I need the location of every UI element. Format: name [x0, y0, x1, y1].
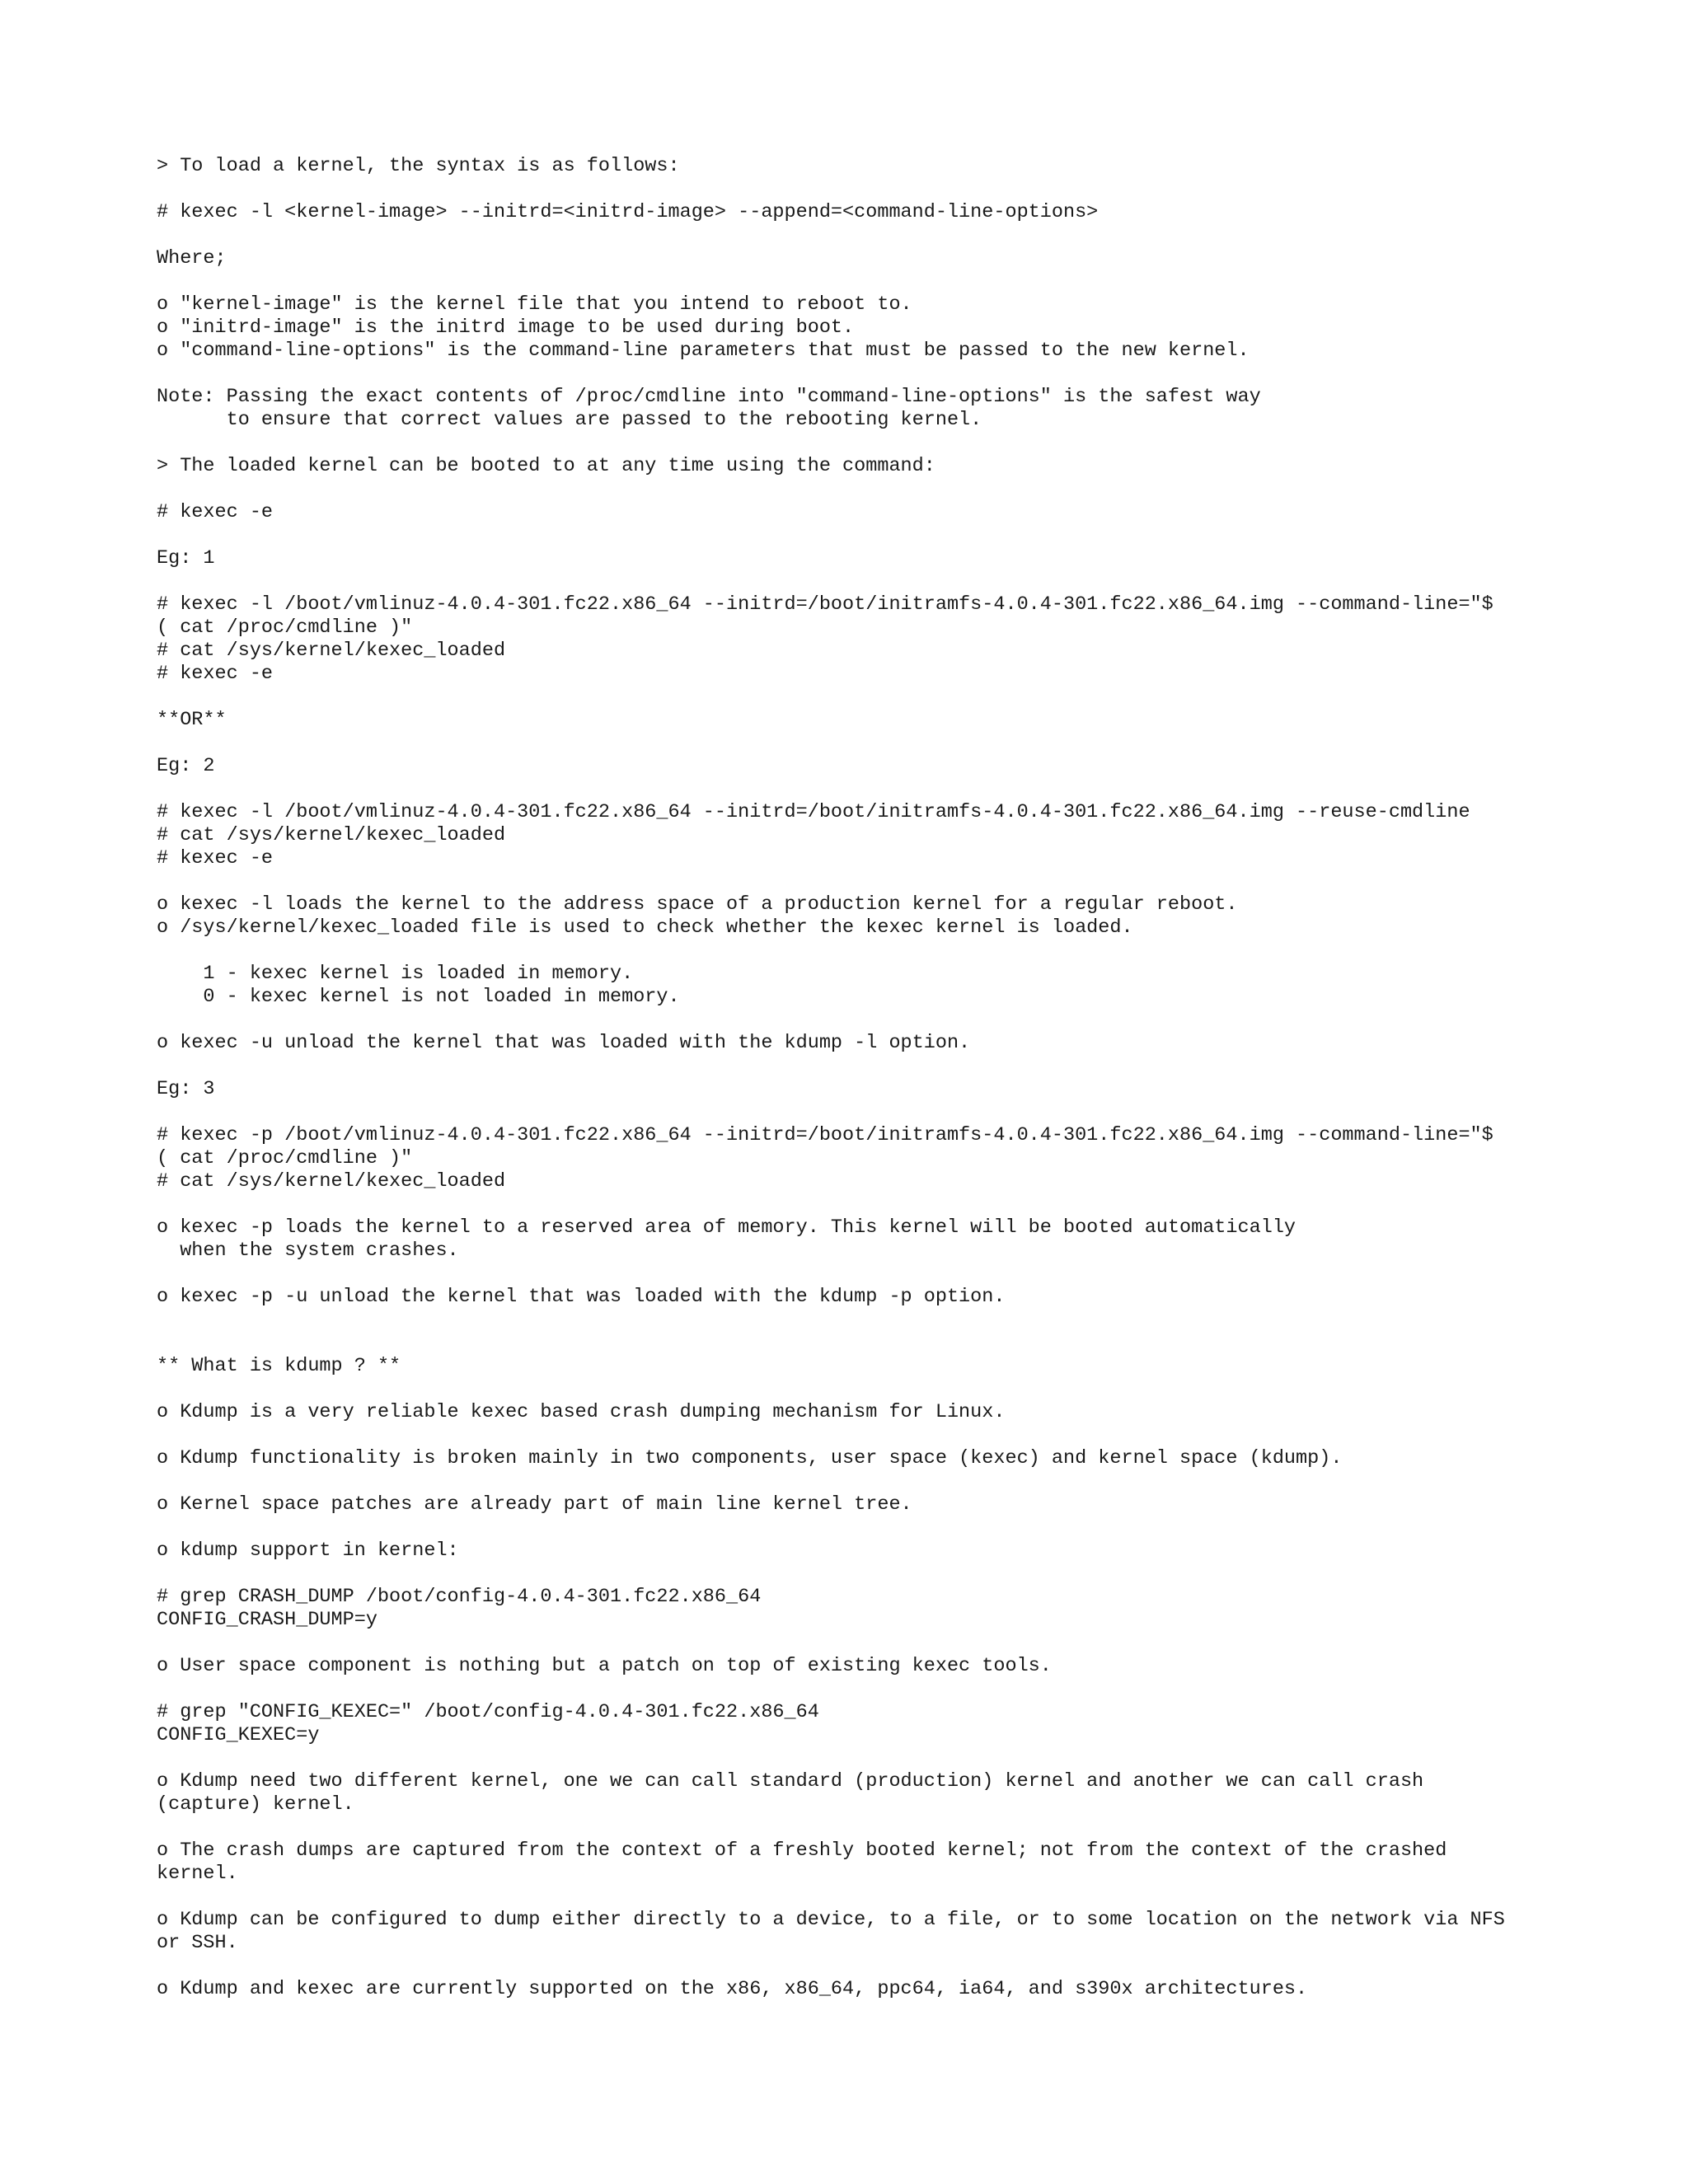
text-line — [157, 1332, 1673, 1355]
text-line: # kexec -l /boot/vmlinuz-4.0.4-301.fc22.x86_64 --initrd=/boot/initramfs-4.0.4-301.fc22.x86_64.img --command-line="$ — [157, 593, 1493, 616]
text-line: # kexec -e — [157, 663, 274, 685]
text-line — [157, 1378, 1673, 1401]
text-line: o "kernel-image" is the kernel file that you intend to reboot to. — [157, 293, 912, 316]
text-line: # grep CRASH_DUMP /boot/config-4.0.4-301.fc22.x86_64 — [157, 1586, 762, 1608]
text-line: o kexec -p loads the kernel to a reserved area of memory. This kernel will be booted automatically — [157, 1216, 1296, 1239]
text-line: o "command-line-options" is the command-line parameters that must be passed to the new kernel. — [157, 340, 1250, 362]
text-line — [157, 178, 1673, 201]
text-line — [157, 1747, 1673, 1770]
text-line — [157, 1516, 1673, 1540]
text-line: o kexec -p -u unload the kernel that was loaded with the kdump -p option. — [157, 1286, 1006, 1308]
text-line: # grep "CONFIG_KEXEC=" /boot/config-4.0.4-301.fc22.x86_64 — [157, 1701, 819, 1723]
text-line — [157, 870, 1673, 893]
text-line: 1 - kexec kernel is loaded in memory. — [157, 963, 634, 985]
text-line: **OR** — [157, 709, 227, 731]
text-line — [157, 1470, 1673, 1493]
text-line: # kexec -l <kernel-image> --initrd=<initrd-image> --append=<command-line-options> — [157, 201, 1099, 223]
text-line — [157, 270, 1673, 293]
text-line — [157, 1816, 1673, 1840]
text-line — [157, 363, 1673, 386]
text-line: when the system crashes. — [157, 1240, 459, 1262]
text-line — [157, 1632, 1673, 1655]
text-line: Eg: 1 — [157, 547, 215, 569]
text-line — [157, 224, 1673, 247]
text-line: > To load a kernel, the syntax is as follows: — [157, 155, 680, 177]
text-line: ( cat /proc/cmdline )" — [157, 616, 413, 639]
text-line: o "initrd-image" is the initrd image to be used during boot. — [157, 316, 855, 339]
text-line: (capture) kernel. — [157, 1793, 354, 1816]
text-line — [157, 1563, 1673, 1586]
text-line: o /sys/kernel/kexec_loaded file is used to check whether the kexec kernel is loaded. — [157, 916, 1133, 939]
text-line — [157, 940, 1673, 963]
text-line: o Kdump functionality is broken mainly in two components, user space (kexec) and kernel space (kdump). — [157, 1447, 1343, 1469]
text-line — [157, 1678, 1673, 1701]
text-line — [157, 1263, 1673, 1286]
text-line: o kdump support in kernel: — [157, 1540, 459, 1562]
text-line — [157, 778, 1673, 801]
text-line: ** What is kdump ? ** — [157, 1355, 401, 1377]
text-line: # kexec -l /boot/vmlinuz-4.0.4-301.fc22.x86_64 --initrd=/boot/initramfs-4.0.4-301.fc22.x86_64.img --reuse-cmdline — [157, 801, 1470, 823]
text-line: o Kdump can be configured to dump either directly to a device, to a file, or to some location on the network via NFS — [157, 1909, 1505, 1931]
text-line: o The crash dumps are captured from the context of a freshly booted kernel; not from the context of the crashed — [157, 1840, 1447, 1862]
text-line: # kexec -e — [157, 501, 274, 523]
text-line — [157, 1055, 1673, 1078]
text-line — [157, 432, 1673, 455]
text-line: Note: Passing the exact contents of /proc/cmdline into "command-line-options" is the safest way — [157, 386, 1261, 408]
text-line: o kexec -l loads the kernel to the address space of a production kernel for a regular reboot. — [157, 893, 1238, 916]
text-line: o Kdump and kexec are currently supported on the x86, x86_64, ppc64, ia64, and s390x architectures. — [157, 1978, 1308, 2000]
text-line: o Kdump need two different kernel, one we can call standard (production) kernel and another we can call crash — [157, 1770, 1424, 1793]
text-line: CONFIG_KEXEC=y — [157, 1724, 320, 1746]
text-line: to ensure that correct values are passed to the rebooting kernel. — [157, 409, 982, 431]
text-line: Where; — [157, 247, 227, 269]
text-line: 0 - kexec kernel is not loaded in memory. — [157, 986, 680, 1008]
text-line: ( cat /proc/cmdline )" — [157, 1147, 413, 1169]
text-line: kernel. — [157, 1863, 238, 1885]
text-line — [157, 1193, 1673, 1216]
text-line: Eg: 2 — [157, 755, 215, 777]
text-line — [157, 478, 1673, 501]
text-line — [157, 686, 1673, 709]
text-line — [157, 524, 1673, 547]
text-line: CONFIG_CRASH_DUMP=y — [157, 1609, 377, 1631]
text-line — [157, 570, 1673, 593]
text-line — [157, 1101, 1673, 1124]
text-line: # cat /sys/kernel/kexec_loaded — [157, 640, 506, 662]
text-line: # cat /sys/kernel/kexec_loaded — [157, 1170, 506, 1193]
text-line: o Kernel space patches are already part of main line kernel tree. — [157, 1493, 912, 1516]
text-line — [157, 1886, 1673, 1909]
text-line — [157, 1955, 1673, 1978]
text-line: o kexec -u unload the kernel that was loaded with the kdump -l option. — [157, 1032, 971, 1054]
text-line: o Kdump is a very reliable kexec based crash dumping mechanism for Linux. — [157, 1401, 1006, 1423]
text-line: # kexec -e — [157, 847, 274, 869]
text-line: # cat /sys/kernel/kexec_loaded — [157, 824, 506, 846]
text-line — [157, 1009, 1673, 1032]
document-page — [157, 155, 1673, 2001]
text-line — [157, 732, 1673, 755]
text-line: o User space component is nothing but a patch on top of existing kexec tools. — [157, 1655, 1052, 1677]
text-line: Eg: 3 — [157, 1078, 215, 1100]
text-line: or SSH. — [157, 1932, 238, 1954]
text-line — [157, 1309, 1673, 1332]
text-line: # kexec -p /boot/vmlinuz-4.0.4-301.fc22.x86_64 --initrd=/boot/initramfs-4.0.4-301.fc22.x86_64.img --command-line="$ — [157, 1124, 1493, 1146]
text-line — [157, 1424, 1673, 1447]
text-line: > The loaded kernel can be booted to at any time using the command: — [157, 455, 935, 477]
